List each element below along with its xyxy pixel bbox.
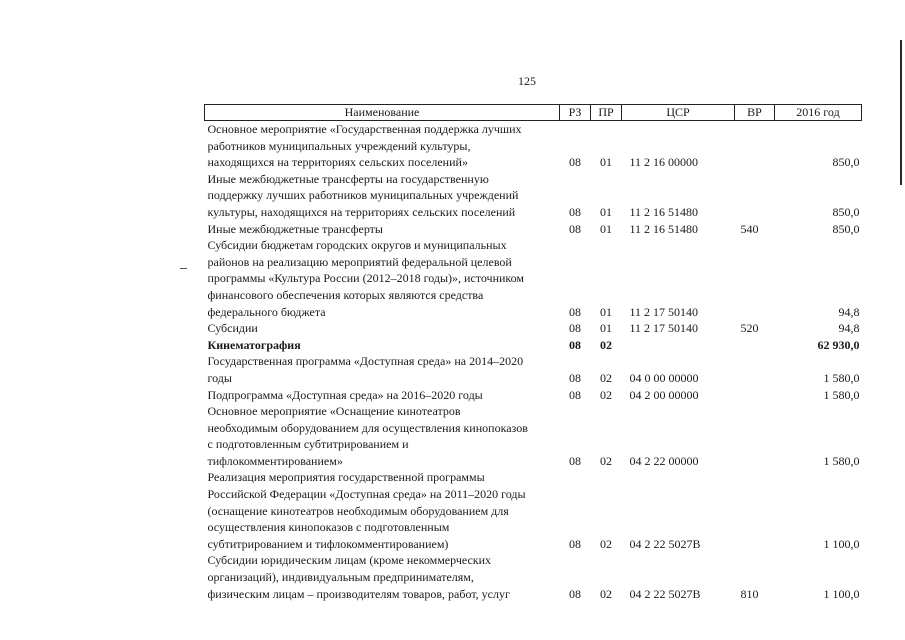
row-pr: 02: [600, 387, 612, 402]
row-rz: 08: [569, 337, 581, 352]
budget-table: [204, 104, 862, 602]
row-pr: 02: [600, 586, 612, 601]
row-csr: [622, 337, 735, 354]
row-rz: 08: [569, 586, 581, 601]
row-pr: 02: [600, 337, 612, 352]
table-body: [205, 121, 862, 603]
row-rz: 08: [569, 387, 581, 402]
row-sum: 850,0: [832, 221, 860, 236]
scan-margin-mark: [180, 268, 187, 269]
row-rz: 08: [569, 321, 581, 336]
header-csr: ЦСР: [622, 105, 735, 121]
row-name-line: поддержку лучших работников муниципальных учреждений: [207, 188, 519, 203]
row-pr: 01: [600, 221, 612, 236]
row-name: [205, 353, 560, 386]
row-pr: 02: [600, 536, 612, 551]
row-vr: [735, 353, 775, 386]
row-name-line: организаций), индивидуальным предпринимателям,: [207, 570, 474, 585]
row-name: [205, 121, 560, 171]
row-name: [205, 221, 560, 238]
row-name-line: субтитрированием и тифлокомментированием): [207, 536, 449, 551]
row-name-line: осуществления кинопоказов с подготовленным: [207, 520, 450, 535]
row-rz: 08: [569, 155, 581, 170]
row-name-line: районов на реализацию мероприятий федеральной целевой: [207, 254, 512, 269]
table-row: [205, 237, 862, 320]
table-header-row: [205, 105, 862, 121]
row-name-line: необходимым оборудованием для осуществления кинопоказов: [207, 420, 528, 435]
row-name-line: тифлокомментированием»: [207, 453, 343, 468]
page-number: 125: [518, 74, 536, 88]
row-sum: 1 100,0: [823, 536, 860, 551]
table-row: [205, 469, 862, 552]
row-name-line: годы: [207, 370, 232, 385]
row-sum: 850,0: [832, 155, 860, 170]
row-sum: 1 580,0: [823, 370, 860, 385]
table-row: [205, 552, 862, 602]
row-vr: [735, 121, 775, 171]
row-vr: [735, 237, 775, 320]
row-name: [205, 320, 560, 337]
row-name: [205, 387, 560, 404]
row-sum: 850,0: [832, 204, 860, 219]
row-name-line: Основное мероприятие «Государственная поддержка лучших: [207, 122, 522, 136]
row-name-line: Государственная программа «Доступная среда» на 2014–2020: [207, 354, 524, 369]
row-csr: 04 2 22 00000: [629, 453, 699, 468]
row-name-line: Основное мероприятие «Оснащение кинотеатров: [207, 404, 461, 419]
row-name-line: Иные межбюджетные трансферты на государственную: [207, 171, 489, 186]
row-pr: 02: [600, 370, 612, 385]
row-name-line: с подготовленным субтитрированием и: [207, 437, 409, 452]
row-name-line: культуры, находящихся на территориях сельских поселений: [207, 204, 516, 219]
row-name-line: Иные межбюджетные трансферты: [207, 221, 383, 236]
row-pr: 01: [600, 155, 612, 170]
row-vr: 540: [740, 221, 759, 236]
row-name: [205, 171, 560, 221]
row-name-line: федерального бюджета: [207, 304, 326, 319]
row-sum: 62 930,0: [817, 337, 860, 352]
header-year: 2016 год: [775, 105, 862, 121]
row-name-line: работников муниципальных учреждений культуры,: [207, 138, 471, 153]
row-name: [205, 469, 560, 552]
row-csr: 04 0 00 00000: [629, 370, 699, 385]
row-sum: 94,8: [838, 304, 860, 319]
row-name-line: финансового обеспечения которых являются средства: [207, 287, 484, 302]
row-csr: 11 2 16 51480: [629, 204, 699, 219]
row-vr: [735, 387, 775, 404]
row-name-line: Субсидии: [207, 321, 258, 336]
table-row: [205, 320, 862, 337]
row-name-line: программы «Культура России (2012–2018 годы)», источником: [207, 271, 525, 286]
header-name: Наименование: [205, 105, 560, 121]
row-sum: 1 580,0: [823, 387, 860, 402]
row-sum: 1 580,0: [823, 453, 860, 468]
row-csr: 11 2 16 51480: [629, 221, 699, 236]
table-row: [205, 337, 862, 354]
row-sum: 94,8: [838, 321, 860, 336]
row-csr: 11 2 17 50140: [629, 304, 699, 319]
row-pr: 01: [600, 204, 612, 219]
header-rz: РЗ: [560, 105, 591, 121]
table-row: [205, 221, 862, 238]
row-sum: 1 100,0: [823, 586, 860, 601]
row-csr: 04 2 22 5027В: [629, 586, 701, 601]
row-name-line: Кинематография: [207, 337, 301, 352]
row-pr: 01: [600, 321, 612, 336]
row-pr: 02: [600, 453, 612, 468]
row-name: [205, 237, 560, 320]
row-name-line: Реализация мероприятия государственной программы: [207, 470, 485, 485]
row-csr: 04 2 00 00000: [629, 387, 699, 402]
table-row: [205, 171, 862, 221]
header-vr: ВР: [735, 105, 775, 121]
row-name-line: Подпрограмма «Доступная среда» на 2016–2020 годы: [207, 387, 483, 402]
row-rz: 08: [569, 304, 581, 319]
row-name: [205, 552, 560, 602]
row-name-line: находящихся на территориях сельских поселений»: [207, 155, 468, 170]
row-csr: 11 2 17 50140: [629, 321, 699, 336]
row-vr: [735, 403, 775, 469]
header-pr: ПР: [591, 105, 622, 121]
row-rz: 08: [569, 204, 581, 219]
row-vr: 810: [740, 586, 759, 601]
table-row: [205, 387, 862, 404]
row-name-line: Субсидии бюджетам городских округов и муниципальных: [207, 238, 507, 253]
row-name-line: физическим лицам – производителям товаров, работ, услуг: [207, 586, 510, 601]
row-name-line: Российской Федерации «Доступная среда» на 2011–2020 годы: [207, 487, 526, 502]
row-name: [205, 403, 560, 469]
row-rz: 08: [569, 536, 581, 551]
row-vr: [735, 469, 775, 552]
table-row: [205, 121, 862, 171]
row-rz: 08: [569, 370, 581, 385]
table-row: [205, 353, 862, 386]
row-csr: 04 2 22 5027В: [629, 536, 701, 551]
row-rz: 08: [569, 221, 581, 236]
scan-edge-rule: [900, 40, 902, 185]
table-row: [205, 403, 862, 469]
row-csr: 11 2 16 00000: [629, 155, 699, 170]
row-rz: 08: [569, 453, 581, 468]
row-name-line: Субсидии юридическим лицам (кроме некоммерческих: [207, 553, 492, 568]
row-vr: [735, 337, 775, 354]
row-pr: 01: [600, 304, 612, 319]
row-vr: [735, 171, 775, 221]
row-name-line: (оснащение кинотеатров необходимым оборудованием для: [207, 503, 509, 518]
row-vr: 520: [740, 321, 759, 336]
row-name: [205, 337, 560, 354]
